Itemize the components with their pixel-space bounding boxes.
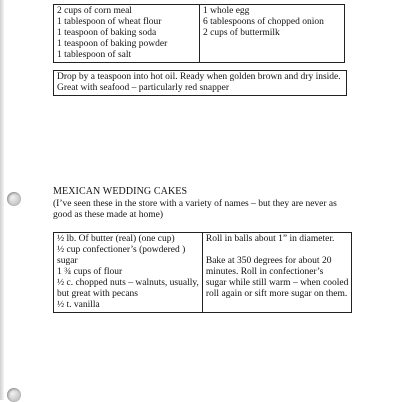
wedding-cakes-ingredients-column [54, 233, 203, 313]
ingredient-line: 2 cups of corn meal [57, 6, 132, 16]
ingredient-line: 1 tablespoon of wheat flour [57, 17, 162, 27]
ingredient-line: ½ c. chopped nuts – walnuts, usually, [57, 278, 199, 288]
instruction-line: Great with seafood – particularly red snapper [57, 83, 229, 93]
ingredient-line: ½ cup confectioner’s (powdered ) [57, 245, 186, 255]
ingredient-line: 2 cups of buttermilk [203, 28, 280, 38]
ingredients-right-column [200, 5, 345, 63]
cornbread-ingredients-table [53, 4, 345, 63]
intro-line: (I’ve seen these in the store with a variety of names – but they are never as [53, 199, 337, 209]
ingredients-left-column [54, 5, 200, 63]
direction-line: roll again or sift more sugar on them. [205, 289, 348, 299]
intro-line: good as these made at home) [53, 210, 164, 220]
ingredient-line: 1 teaspoon of baking soda [57, 28, 157, 38]
instruction-line: Drop by a teaspoon into hot oil. Ready when golden brown and dry inside. [57, 72, 341, 82]
recipe-title: MEXICAN WEDDING CAKES [53, 186, 188, 197]
direction-line: Roll in balls about 1” in diameter. [205, 234, 335, 244]
binder-hole-icon [7, 192, 21, 206]
ingredient-line: 1 ¾ cups of flour [57, 267, 123, 277]
wedding-cakes-directions-column [202, 233, 351, 313]
cornbread-instructions-box [53, 70, 347, 96]
page-edge [0, 0, 4, 400]
ingredient-line: ½ t. vanilla [57, 300, 100, 310]
direction-line: Bake at 350 degrees for about 20 [205, 256, 332, 266]
ingredient-line: 1 tablespoon of salt [57, 50, 132, 60]
ingredient-line: 1 whole egg [203, 6, 250, 16]
ingredient-line: sugar [57, 256, 78, 266]
ingredient-line: but great with pecans [57, 289, 138, 299]
ingredient-line: ½ lb. Of butter (real) (one cup) [57, 234, 175, 244]
ingredient-line: 1 teaspoon of baking powder [57, 39, 168, 49]
ingredient-line: 6 tablespoons of chopped onion [203, 17, 324, 27]
wedding-cakes-table [53, 232, 352, 313]
recipe-intro [53, 199, 353, 221]
spacer [206, 245, 348, 256]
direction-line: sugar while still warm – when cooled [205, 278, 349, 288]
direction-line: minutes. Roll in confectioner’s [205, 267, 324, 277]
